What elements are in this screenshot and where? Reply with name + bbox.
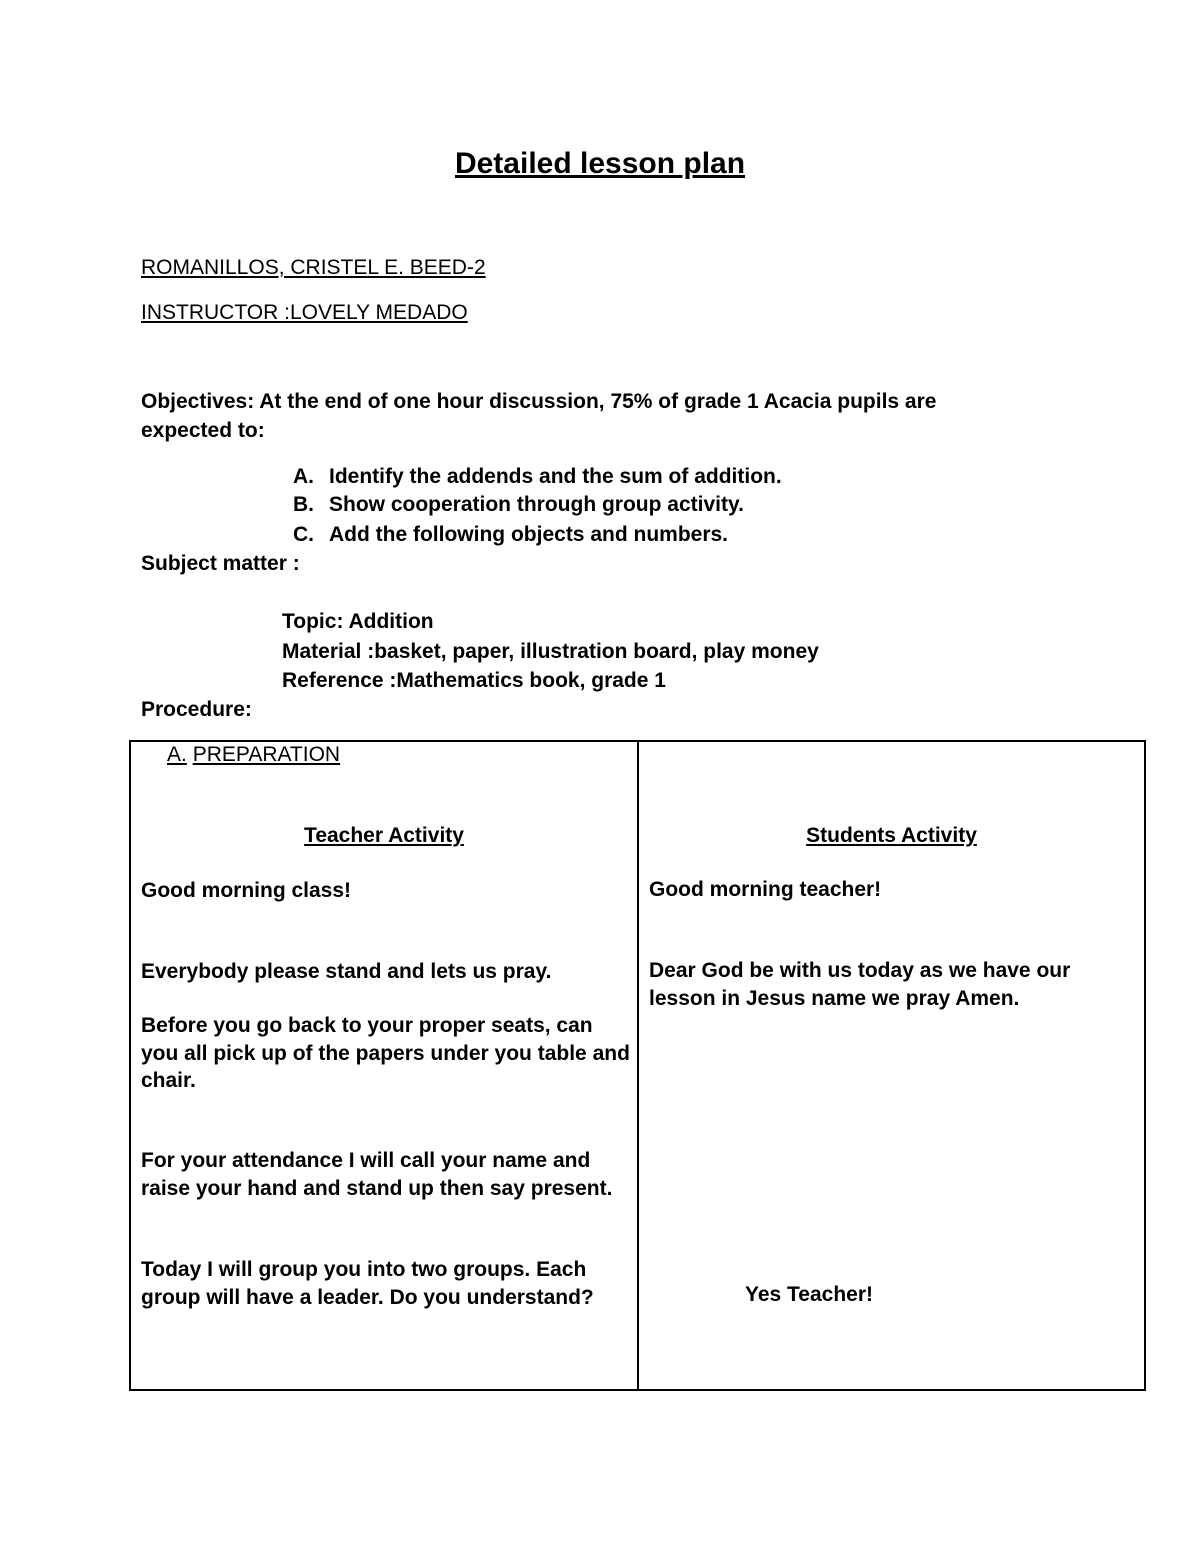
teacher-line: For your attendance I will call your name and raise your hand and stand up then say present. <box>141 1149 613 1200</box>
student-line: Dear God be with us today as we have our lesson in Jesus name we pray Amen. <box>649 959 1071 1010</box>
student-name-line: ROMANILLOS, CRISTEL E. BEED-2 <box>141 256 486 279</box>
teacher-line: Everybody please stand and lets us pray. <box>141 960 552 983</box>
objective-letter: A. <box>293 465 314 488</box>
subject-matter-label: Subject matter : <box>141 552 300 575</box>
objective-text: Show cooperation through group activity. <box>329 493 744 516</box>
subject-topic: Topic: Addition <box>282 610 434 633</box>
student-line: Good morning teacher! <box>649 878 882 901</box>
document-title: Detailed lesson plan <box>454 147 746 180</box>
procedure-label: Procedure: <box>141 698 252 721</box>
objectives-intro-line1: Objectives: At the end of one hour discussion, 75% of grade 1 Acacia pupils are <box>141 390 937 413</box>
objective-text: Add the following objects and numbers. <box>329 523 729 546</box>
instructor-line: INSTRUCTOR :LOVELY MEDADO <box>141 301 468 324</box>
teacher-line: Good morning class! <box>141 879 352 902</box>
teacher-activity-header: Teacher Activity <box>304 824 464 847</box>
teacher-line: Today I will group you into two groups. Each group will have a leader. Do you understand? <box>141 1258 594 1309</box>
objective-text: Identify the addends and the sum of addition. <box>329 465 782 488</box>
section-title: PREPARATION <box>192 743 341 766</box>
students-activity-header: Students Activity <box>806 824 977 847</box>
objective-letter: C. <box>293 523 314 546</box>
teacher-line: Before you go back to your proper seats, can you all pick up of the papers under you table and chair. <box>141 1014 630 1092</box>
section-letter: A. <box>167 743 187 766</box>
student-line: Yes Teacher! <box>745 1283 874 1306</box>
objective-letter: B. <box>293 493 314 516</box>
subject-reference: Reference :Mathematics book, grade 1 <box>282 669 666 692</box>
section-heading <box>167 743 340 767</box>
subject-material: Material :basket, paper, illustration board, play money <box>282 640 819 663</box>
objectives-intro-line2: expected to: <box>141 419 265 442</box>
